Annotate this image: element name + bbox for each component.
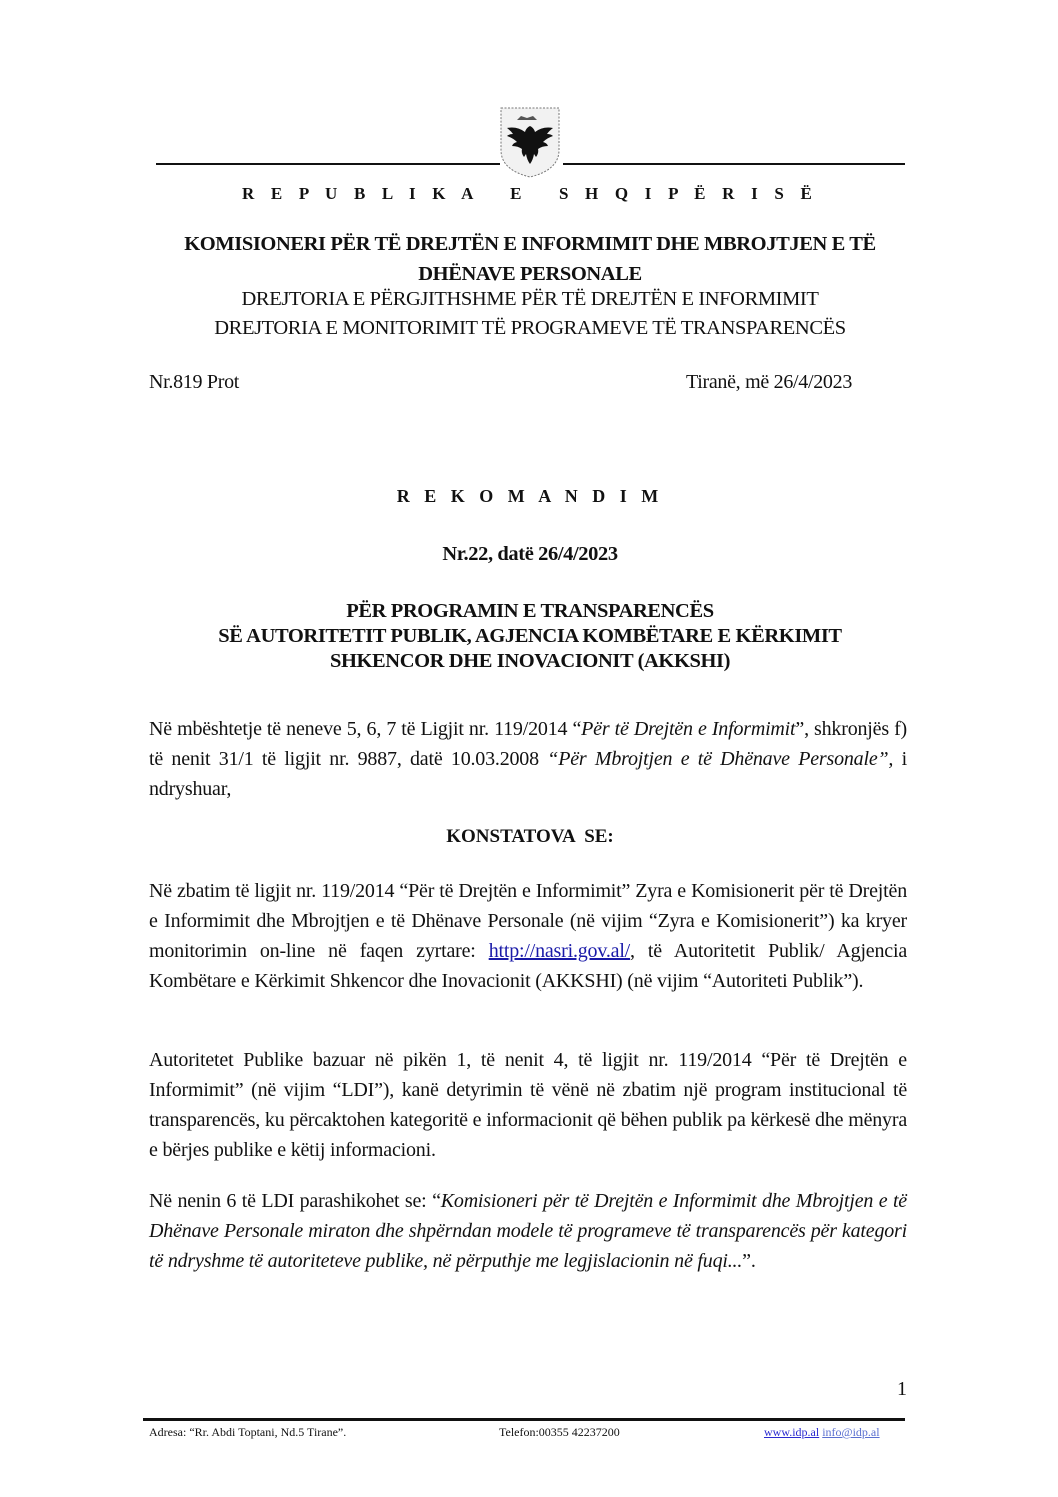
paragraph-text: Në zbatim të ligjit nr. 119/2014 “Për të Drejtën e Informimit” Zyra e Komisionerit për të Drejtën e Informimit dhe Mbrojtjen e të Dhënave Personale (në vijim “Zyra e Komisionerit”) ka kryer monitorimin on-line në faqen zyrtare:	[149, 880, 907, 962]
republic-title: R E P U B L I K A E S H Q I P Ë R I S Ë	[242, 184, 818, 203]
place-date: Tiranë, më 26/4/2023	[686, 371, 853, 393]
directorate-general: DREJTORIA E PËRGJITHSHME PËR TË DREJTËN E INFORMIMIT	[241, 288, 819, 310]
preamble-text: i ndryshuar,	[149, 748, 907, 800]
institution-name-line2: DHËNAVE PERSONALE	[418, 263, 642, 285]
footer-rule	[143, 1418, 905, 1421]
paragraph-text: Në nenin 6 të LDI parashikohet se: “	[149, 1190, 441, 1212]
recommendation-number-date: Nr.22, datë 26/4/2023	[442, 543, 618, 565]
quoted-law-italic: Komisioneri për të Drejtën e Informimit dhe Mbrojtjen e të Dhënave Personale miraton dhe shpërndan modele të programeve të transparencës për kategori të ndryshme të autoriteteve publike, në përputhje me legjislacionin në fuqi...	[149, 1190, 907, 1272]
protocol-number: Nr.819 Prot	[149, 371, 240, 393]
albanian-coat-of-arms-icon	[499, 100, 561, 178]
subject-line3: SHKENCOR DHE INOVACIONIT (AKKSHI)	[329, 650, 731, 672]
subject-line2: SË AUTORITETIT PUBLIK, AGJENCIA KOMBËTARE E KËRKIMIT	[218, 625, 842, 647]
preamble-text: ”, shkronjës f) të nenit 31/1 të ligjit nr. 9887, datë 10.03.2008	[149, 718, 908, 770]
footer-phone: Telefon:00355 42237200	[499, 1425, 620, 1439]
law-title-italic: “Për Mbrojtjen e të Dhënave Personale”,	[547, 748, 894, 770]
page-number: 1	[897, 1378, 907, 1400]
paragraph-article-6	[149, 1186, 907, 1276]
nasri-website-link[interactable]: http://nasri.gov.al/	[488, 940, 631, 962]
header-rule-left	[156, 163, 500, 165]
paragraph-text: ”.	[742, 1250, 756, 1272]
document-type: R E K O M A N D I M	[396, 486, 664, 506]
findings-heading: KONSTATOVA SE:	[446, 826, 614, 847]
footer-address: Adresa: “Rr. Abdi Toptani, Nd.5 Tirane”.	[149, 1425, 347, 1439]
paragraph-monitoring	[149, 876, 907, 996]
email-link[interactable]: info@idp.al	[822, 1425, 880, 1439]
website-link[interactable]: www.idp.al	[764, 1425, 820, 1439]
preamble-text: Në mbështetje të neneve 5, 6, 7 të Ligjit nr. 119/2014 “	[149, 718, 582, 740]
subject-line1: PËR PROGRAMIN E TRANSPARENCËS	[346, 600, 714, 622]
paragraph-obligation: Autoritetet Publike bazuar në pikën 1, të nenit 4, të ligjit nr. 119/2014 “Për të Drejtën e Informimit” (në vijim “LDI”), kanë detyrimin të vënë në zbatim një program institucional të transparencës, ku përcaktohen kategoritë e informacionit që bëhen publik pa kërkesë dhe mënyra e bërjes publike e këtij informacioni.	[149, 1049, 907, 1161]
institution-name-line1: KOMISIONERI PËR TË DREJTËN E INFORMIMIT DHE MBROJTJEN E TË	[184, 233, 876, 255]
preamble-paragraph	[149, 714, 907, 804]
law-title-italic: Për të Drejtën e Informimit	[581, 718, 796, 740]
directorate-monitoring: DREJTORIA E MONITORIMIT TË PROGRAMEVE TË TRANSPARENCËS	[214, 317, 846, 339]
header-rule-right	[563, 163, 905, 165]
footer-links	[764, 1425, 880, 1440]
paragraph-text: , të Autoritetit Publik/ Agjencia Kombëtare e Kërkimit Shkencor dhe Inovacionit (AKKSHI) (në vijim “Autoriteti Publik”).	[149, 940, 907, 992]
